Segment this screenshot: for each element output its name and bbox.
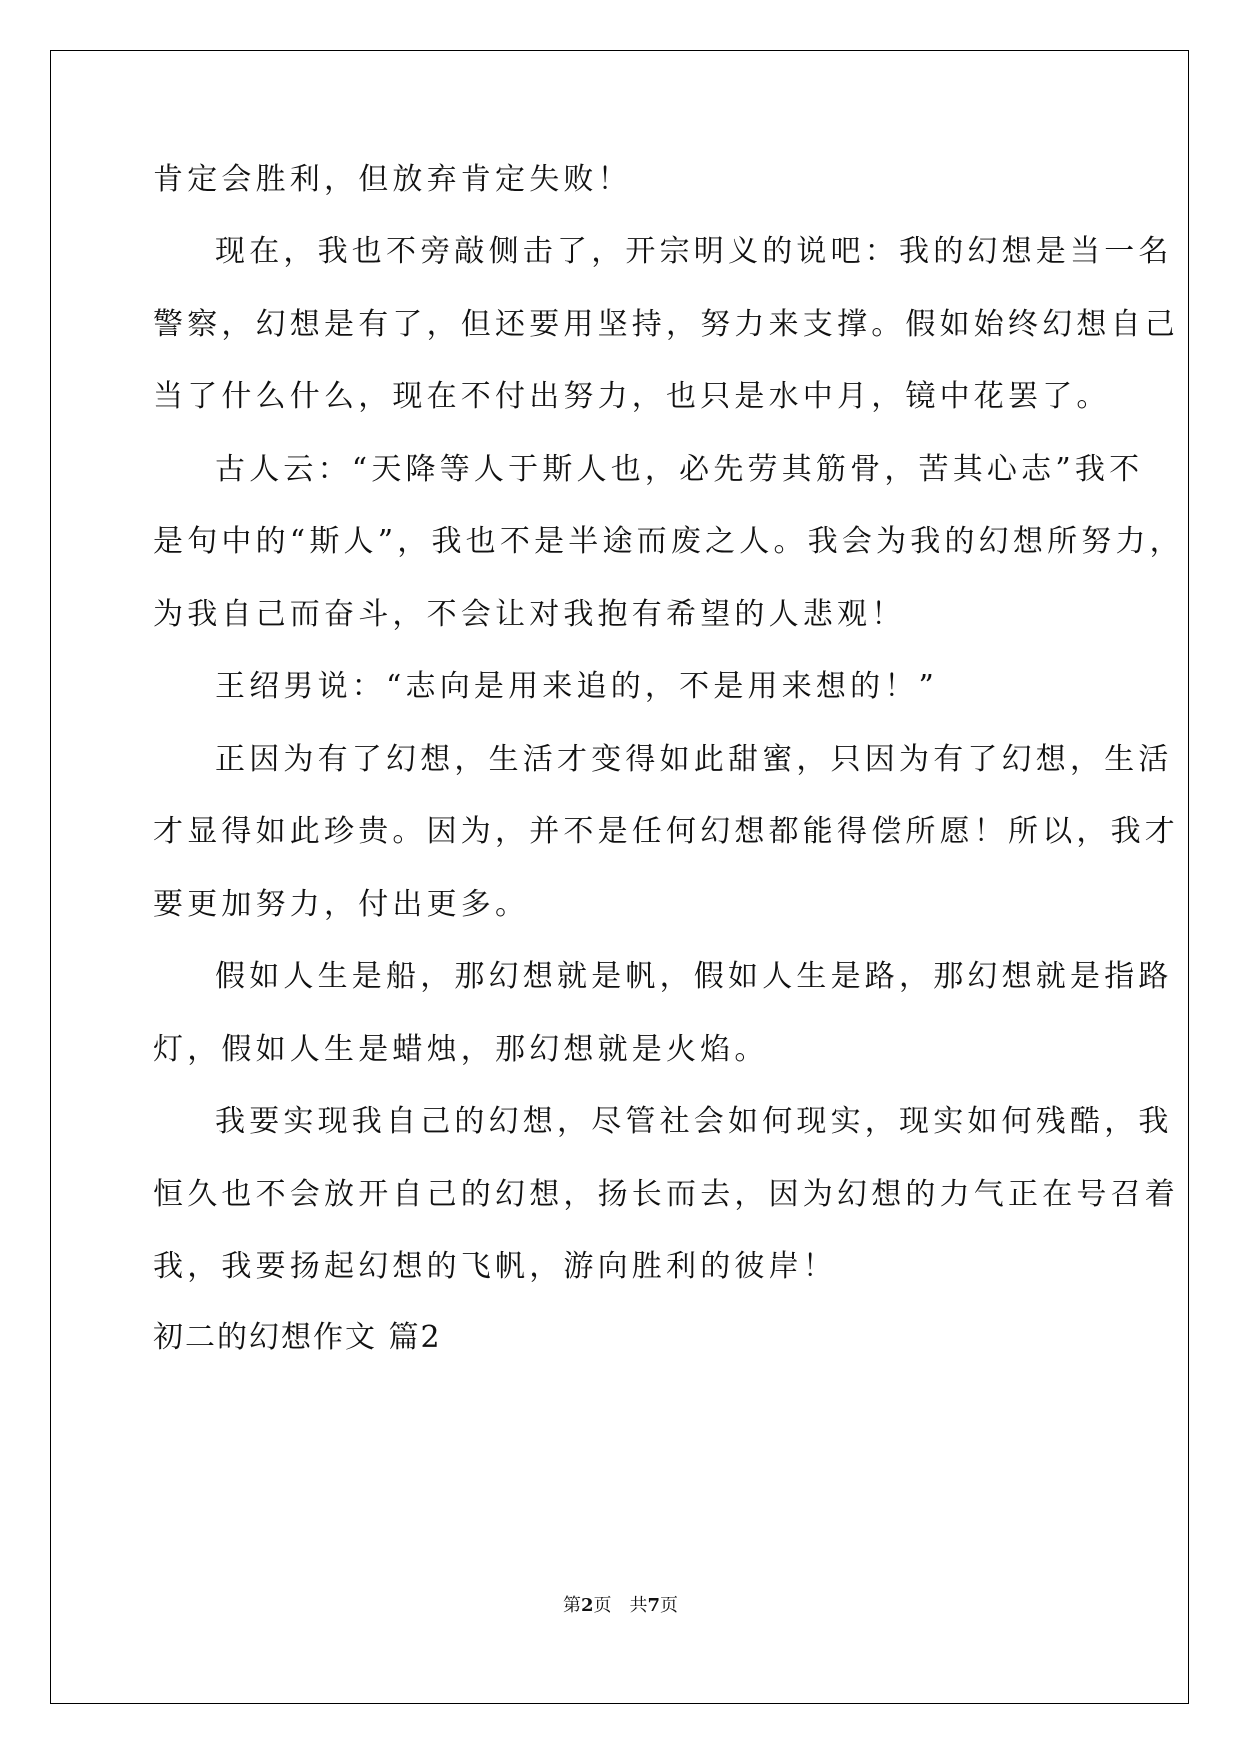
text-line: 恒久也不会放开自己的幻想，扬长而去，因为幻想的力气正在号召着 — [153, 1177, 1179, 1212]
total-page-count: 7 — [647, 1595, 661, 1616]
text-line: 灯，假如人生是蜡烛，那幻想就是火焰。 — [153, 1032, 769, 1067]
text-line: 我，我要扬起幻想的飞帆，游向胜利的彼岸！ — [153, 1249, 837, 1284]
page-footer — [0, 1594, 1241, 1618]
paragraph-line: 现在，我也不旁敲侧击了，开宗明义的说吧：我的幻想是当一名 — [215, 234, 1173, 269]
page-prefix: 第 — [562, 1595, 581, 1616]
total-suffix: 页 — [660, 1595, 679, 1616]
page-frame — [50, 50, 1189, 1704]
paragraph-line: 我要实现我自己的幻想，尽管社会如何现实，现实如何残酷，我 — [215, 1104, 1173, 1139]
paragraph-line: 正因为有了幻想，生活才变得如此甜蜜，只因为有了幻想，生活 — [215, 742, 1173, 777]
paragraph-line: 王绍男说：“志向是用来追的，不是用来想的！” — [215, 669, 939, 704]
text-line: 当了什么什么，现在不付出努力，也只是水中月，镜中花罢了。 — [153, 379, 1111, 414]
current-page-number: 2 — [580, 1595, 594, 1616]
page-suffix: 页 — [593, 1595, 612, 1616]
section-heading: 初二的幻想作文 篇2 — [153, 1320, 442, 1355]
text-line: 为我自己而奋斗，不会让对我抱有希望的人悲观！ — [153, 597, 906, 632]
text-line: 肯定会胜利，但放弃肯定失败！ — [153, 162, 632, 197]
text-line: 要更加努力，付出更多。 — [153, 887, 530, 922]
text-line: 警察，幻想是有了，但还要用坚持，努力来支撑。假如始终幻想自己 — [153, 307, 1179, 342]
text-line: 才显得如此珍贵。因为，并不是任何幻想都能得偿所愿！所以，我才 — [153, 814, 1179, 849]
paragraph-line: 假如人生是船，那幻想就是帆，假如人生是路，那幻想就是指路 — [215, 959, 1173, 994]
text-line: 是句中的“斯人”，我也不是半途而废之人。我会为我的幻想所努力， — [153, 524, 1184, 559]
paragraph-line: 古人云：“天降等人于斯人也，必先劳其筋骨，苦其心志”我不 — [215, 452, 1144, 487]
total-prefix: 共 — [629, 1595, 648, 1616]
